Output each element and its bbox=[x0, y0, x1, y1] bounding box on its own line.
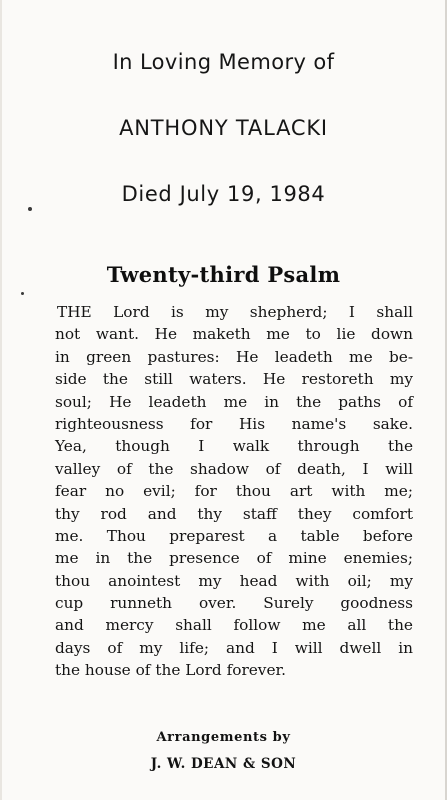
psalm-line: and mercy shall follow me all the bbox=[55, 616, 413, 635]
psalm-line: days of my life; and I will dwell in bbox=[55, 638, 413, 657]
deceased-name: ANTHONY TALACKI bbox=[119, 116, 328, 140]
arrangements-label: Arrangements by bbox=[156, 730, 291, 745]
psalm-line: me in the presence of mine enemies; bbox=[55, 549, 413, 568]
print-speck bbox=[21, 292, 24, 295]
funeral-home-name: J. W. DEAN & SON bbox=[150, 756, 297, 772]
psalm-text bbox=[55, 301, 413, 682]
psalm-line: thy rod and thy staff they comfort bbox=[55, 504, 413, 523]
psalm-line: thou anointest my head with oil; my bbox=[55, 571, 413, 590]
psalm-line: cup runneth over. Surely goodness bbox=[55, 594, 413, 613]
psalm-line: righteousness for His name's sake. bbox=[55, 414, 413, 433]
psalm-line: the house of the Lord forever. bbox=[55, 661, 286, 680]
psalm-line: soul; He leadeth me in the paths of bbox=[55, 392, 413, 411]
psalm-line: fear no evil; for thou art with me; bbox=[55, 482, 413, 501]
psalm-title: Twenty-third Psalm bbox=[106, 262, 341, 287]
psalm-line: valley of the shadow of death, I will bbox=[55, 459, 413, 478]
psalm-line: in green pastures: He leadeth me be- bbox=[55, 347, 413, 366]
psalm-line: me. Thou preparest a table before bbox=[55, 526, 413, 545]
psalm-line: Yea, though I walk through the bbox=[55, 437, 413, 456]
psalm-line: side the still waters. He restoreth my bbox=[55, 370, 413, 389]
psalm-line: THE Lord is my shepherd; I shall bbox=[57, 303, 413, 321]
death-date: Died July 19, 1984 bbox=[121, 182, 326, 206]
memory-heading: In Loving Memory of bbox=[112, 50, 335, 74]
print-speck bbox=[28, 207, 32, 211]
psalm-line: not want. He maketh me to lie down bbox=[55, 325, 413, 344]
